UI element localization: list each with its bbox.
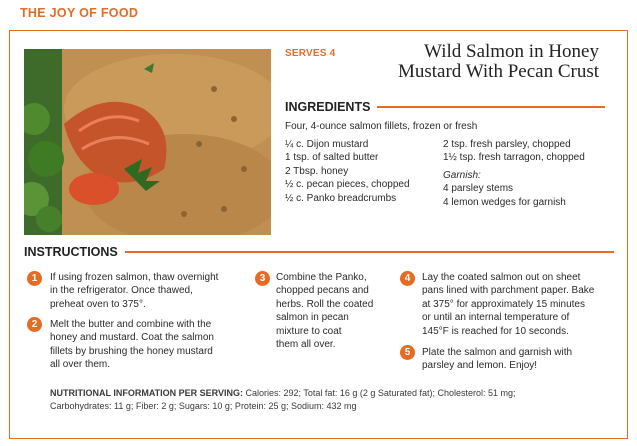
ingredient-item: 1 tsp. of salted butter [285,152,379,164]
step-line: preheat oven to 375°. [50,298,146,310]
ingredient-item: ½ c. pecan pieces, chopped [285,179,410,191]
ingredient-item: 1½ tsp. fresh tarragon, chopped [443,152,585,164]
ingredient-item: 2 Tbsp. honey [285,165,349,177]
step-line: parsley and lemon. Enjoy! [422,360,538,372]
divider [125,251,614,253]
step-line: Melt the butter and combine with the [50,319,212,330]
step-number-badge: 3 [255,271,270,286]
step-line: salmon in pecan [276,312,349,324]
garnish-item: 4 parsley stems [443,183,514,195]
step-number-badge: 1 [27,271,42,286]
step-line: Combine the Panko, [276,272,367,283]
title-line-1: Wild Salmon in Honey [424,41,599,62]
nutrition-line-2: Carbohydrates: 11 g; Fiber: 2 g; Sugars: 10 g; Protein: 25 g; Sodium: 432 mg [50,400,357,411]
garnish-label: Garnish: [443,169,481,181]
step-number-badge: 4 [400,271,415,286]
instruction-step [422,271,594,338]
instruction-step [422,346,572,373]
serves-label: SERVES 4 [285,48,336,59]
ingredient-item: ½ c. Panko breadcrumbs [285,192,397,204]
step-line: Lay the coated salmon out on sheet [422,272,581,283]
step-line: fillets by brushing the honey mustard [50,345,213,357]
step-line: at 375° for approximately 15 minutes [422,298,585,310]
divider [377,106,605,108]
step-number-badge: 2 [27,317,42,332]
step-line: Plate the salmon and garnish with [422,347,573,358]
step-line: chopped pecans and [276,285,369,297]
ingredient-item: 2 tsp. fresh parsley, chopped [443,139,571,150]
instructions-heading [24,245,614,259]
step-line: honey and mustard. Coat the salmon [50,332,214,344]
ingredients-intro: Four, 4-ounce salmon fillets, frozen or fresh [285,121,478,132]
step-line: mixture to coat [276,325,342,337]
step-line: pans lined with parchment paper. Bake [422,285,595,297]
instruction-step [50,318,214,372]
instructions-heading-text: INSTRUCTIONS [24,245,118,259]
instruction-step [276,271,373,351]
nutrition-label: NUTRITIONAL INFORMATION PER SERVING: [50,388,244,398]
step-number-badge: 5 [400,345,415,360]
ingredient-item: ¼ c. Dijon mustard [285,139,369,150]
step-line: in the refrigerator. Once thawed, [50,285,193,297]
salmon-photo [24,49,271,235]
nutrition-line-1: Calories: 292; Total fat: 16 g (2 g Saturated fat); Cholesterol: 51 mg; [243,388,516,398]
step-line: them all over. [276,339,336,351]
step-line: If using frozen salmon, thaw overnight [50,272,219,283]
ingredients-column-1 [285,138,410,205]
step-line: 145°F is reached for 10 seconds. [422,325,569,337]
section-header: THE JOY OF FOOD [20,6,139,20]
ingredients-heading-text: INGREDIENTS [285,100,371,114]
step-line: all over them. [50,359,111,371]
recipe-title [339,42,599,82]
ingredients-heading [285,100,605,114]
ingredients-column-2 [443,138,585,209]
nutrition-info [50,387,590,412]
garnish-item: 4 lemon wedges for garnish [443,196,566,208]
step-line: herbs. Roll the coated [276,298,374,310]
title-line-2: Mustard With Pecan Crust [397,61,599,82]
recipe-card [9,30,628,439]
instruction-step [50,271,218,311]
step-line: or until an internal temperature of [422,312,570,324]
